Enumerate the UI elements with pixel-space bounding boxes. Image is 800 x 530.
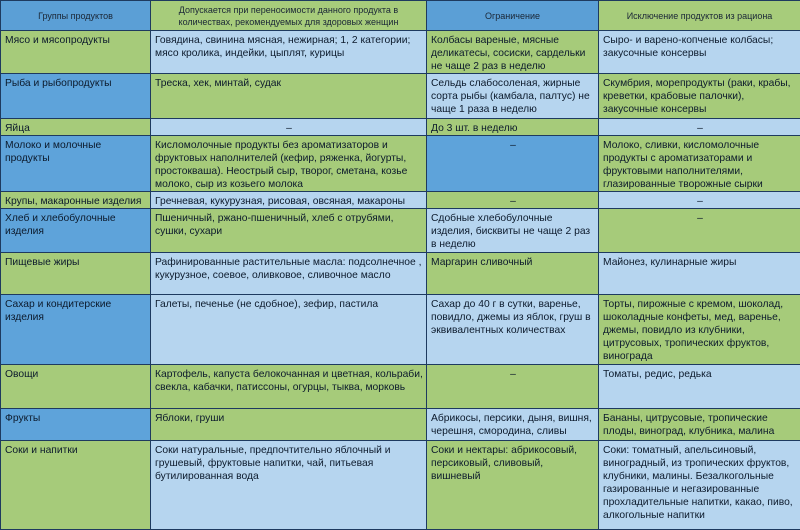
- table-row: [1, 295, 800, 365]
- table-row: [1, 31, 800, 74]
- cell-limited: Сахар до 40 г в сутки, варенье, повидло, джемы из яблок, груш в эквивалентных количествах: [427, 295, 599, 365]
- cell-limited: Абрикосы, персики, дыня, вишня, черешня, смородина, сливы: [427, 409, 599, 441]
- header-excluded: Исключение продуктов из рациона: [599, 1, 800, 31]
- cell-excluded: –: [599, 209, 800, 253]
- table-row: [1, 136, 800, 192]
- cell-allowed: Галеты, печенье (не сдобное), зефир, пастила: [151, 295, 427, 365]
- table-row: [1, 253, 800, 295]
- cell-excluded: Томаты, редис, редька: [599, 365, 800, 409]
- cell-group: Рыба и рыбопродукты: [1, 74, 151, 119]
- cell-group: Хлеб и хлебобулочные изделия: [1, 209, 151, 253]
- cell-group: Соки и напитки: [1, 441, 151, 530]
- cell-allowed: Гречневая, кукурузная, рисовая, овсяная, макароны: [151, 192, 427, 209]
- cell-allowed: Треска, хек, минтай, судак: [151, 74, 427, 119]
- cell-limited: –: [427, 192, 599, 209]
- cell-group: Овощи: [1, 365, 151, 409]
- cell-allowed: Рафинированные растительные масла: подсолнечное , кукурузное, соевое, оливковое, сливочное масло: [151, 253, 427, 295]
- cell-excluded: Сыро- и варено-копченые колбасы; закусочные консервы: [599, 31, 800, 74]
- cell-limited: Колбасы вареные, мясные деликатесы, сосиски, сардельки не чаще 2 раз в неделю: [427, 31, 599, 74]
- cell-limited: Маргарин сливочный: [427, 253, 599, 295]
- cell-allowed: Картофель, капуста белокочанная и цветная, кольраби, свекла, кабачки, патиссоны, огурцы, тыква, морковь: [151, 365, 427, 409]
- table-row: [1, 409, 800, 441]
- table-row: [1, 192, 800, 209]
- cell-group: Яйца: [1, 119, 151, 136]
- cell-excluded: Соки: томатный, апельсиновый, виноградный, из тропических фруктов, клубники, малины. Безалкогольные газированные и негазированные прохладительные напитки, какао, пиво, алкогольные напитки: [599, 441, 800, 530]
- cell-limited: Соки и нектары: абрикосовый, персиковый, сливовый, вишневый: [427, 441, 599, 530]
- cell-allowed: Соки натуральные, предпочтительно яблочный и грушевый, фруктовые напитки, чай, питьевая бутилированная вода: [151, 441, 427, 530]
- table-row: [1, 74, 800, 119]
- cell-excluded: Скумбрия, морепродукты (раки, крабы, креветки, крабовые палочки), закусочные консервы: [599, 74, 800, 119]
- cell-group: Молоко и молочные продукты: [1, 136, 151, 192]
- table-row: [1, 209, 800, 253]
- cell-group: Фрукты: [1, 409, 151, 441]
- header-row: [1, 1, 800, 31]
- cell-limited: До 3 шт. в неделю: [427, 119, 599, 136]
- cell-group: Сахар и кондитерские изделия: [1, 295, 151, 365]
- cell-allowed: Пшеничный, ржано-пшеничный, хлеб с отрубями, сушки, сухари: [151, 209, 427, 253]
- cell-excluded: Бананы, цитрусовые, тропические плоды, виноград, клубника, малина: [599, 409, 800, 441]
- cell-excluded: Майонез, кулинарные жиры: [599, 253, 800, 295]
- cell-limited: –: [427, 136, 599, 192]
- header-allowed: Допускается при переносимости данного продукта в количествах, рекомендуемых для здоровых женщин: [151, 1, 427, 31]
- cell-excluded: –: [599, 192, 800, 209]
- cell-limited: –: [427, 365, 599, 409]
- cell-group: Мясо и мясопродукты: [1, 31, 151, 74]
- cell-excluded: Торты, пирожные с кремом, шоколад, шоколадные конфеты, мед, варенье, джемы, повидло из клубники, цитрусовых, тропических фруктов, винограда: [599, 295, 800, 365]
- table-row: [1, 365, 800, 409]
- cell-allowed: Говядина, свинина мясная, нежирная; 1, 2 категории; мясо кролика, индейки, цыплят, курицы: [151, 31, 427, 74]
- table-row: [1, 119, 800, 136]
- header-group: Группы продуктов: [1, 1, 151, 31]
- table-row: [1, 441, 800, 530]
- cell-limited: Сдобные хлебобулочные изделия, бисквиты не чаще 2 раз в неделю: [427, 209, 599, 253]
- cell-allowed: Кисломолочные продукты без ароматизаторов и фруктовых наполнителей (кефир, ряженка, йогурты, простокваша). Неострый сыр, творог, сметана, козье молоко, сыр из козьего молока: [151, 136, 427, 192]
- cell-limited: Сельдь слабосоленая, жирные сорта рыбы (камбала, палтус) не чаще 1 раза в неделю: [427, 74, 599, 119]
- cell-excluded: Молоко, сливки, кисломолочные продукты с ароматизаторами и фруктовыми наполнителями, глазированные творожные сырки: [599, 136, 800, 192]
- header-limited: Ограничение: [427, 1, 599, 31]
- cell-excluded: –: [599, 119, 800, 136]
- cell-allowed: Яблоки, груши: [151, 409, 427, 441]
- cell-group: Пищевые жиры: [1, 253, 151, 295]
- cell-group: Крупы, макаронные изделия: [1, 192, 151, 209]
- cell-allowed: –: [151, 119, 427, 136]
